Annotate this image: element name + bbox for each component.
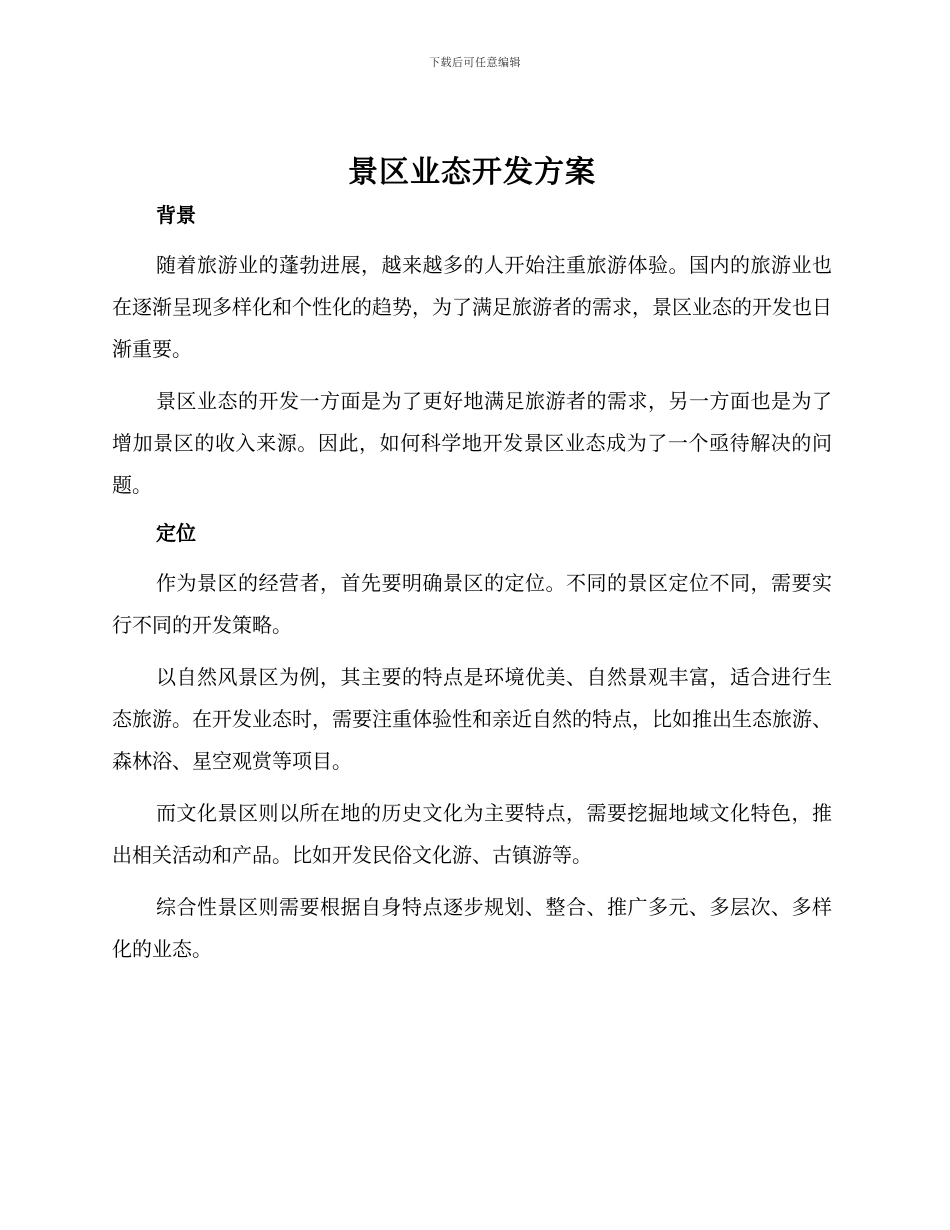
section-background <box>112 198 832 506</box>
paragraph: 作为景区的经营者，首先要明确景区的定位。不同的景区定位不同，需要实行不同的开发策略。 <box>112 571 832 637</box>
section-heading-positioning: 定位 <box>156 521 196 545</box>
paragraph: 景区业态的开发一方面是为了更好地满足旅游者的需求，另一方面也是为了增加景区的收入来源。因此，如何科学地开发景区业态成为了一个亟待解决的问题。 <box>112 389 832 497</box>
section-positioning <box>112 516 832 970</box>
paragraph: 而文化景区则以所在地的历史文化为主要特点，需要挖掘地域文化特色，推出相关活动和产品。比如开发民俗文化游、古镇游等。 <box>112 801 832 867</box>
paragraph: 以自然风景区为例，其主要的特点是环境优美、自然景观丰富，适合进行生态旅游。在开发业态时，需要注重体验性和亲近自然的特点，比如推出生态旅游、森林浴、星空观赏等项目。 <box>112 665 832 773</box>
paragraph: 随着旅游业的蓬勃进展，越来越多的人开始注重旅游体验。国内的旅游业也在逐渐呈现多样化和个性化的趋势，为了满足旅游者的需求，景区业态的开发也日渐重要。 <box>112 253 832 361</box>
paragraph: 综合性景区则需要根据自身特点逐步规划、整合、推广多元、多层次、多样化的业态。 <box>112 895 832 961</box>
section-heading-background: 背景 <box>156 203 196 227</box>
header-note: 下载后可任意编辑 <box>429 56 521 69</box>
document-body <box>112 148 832 980</box>
document-title: 景区业态开发方案 <box>348 155 596 190</box>
